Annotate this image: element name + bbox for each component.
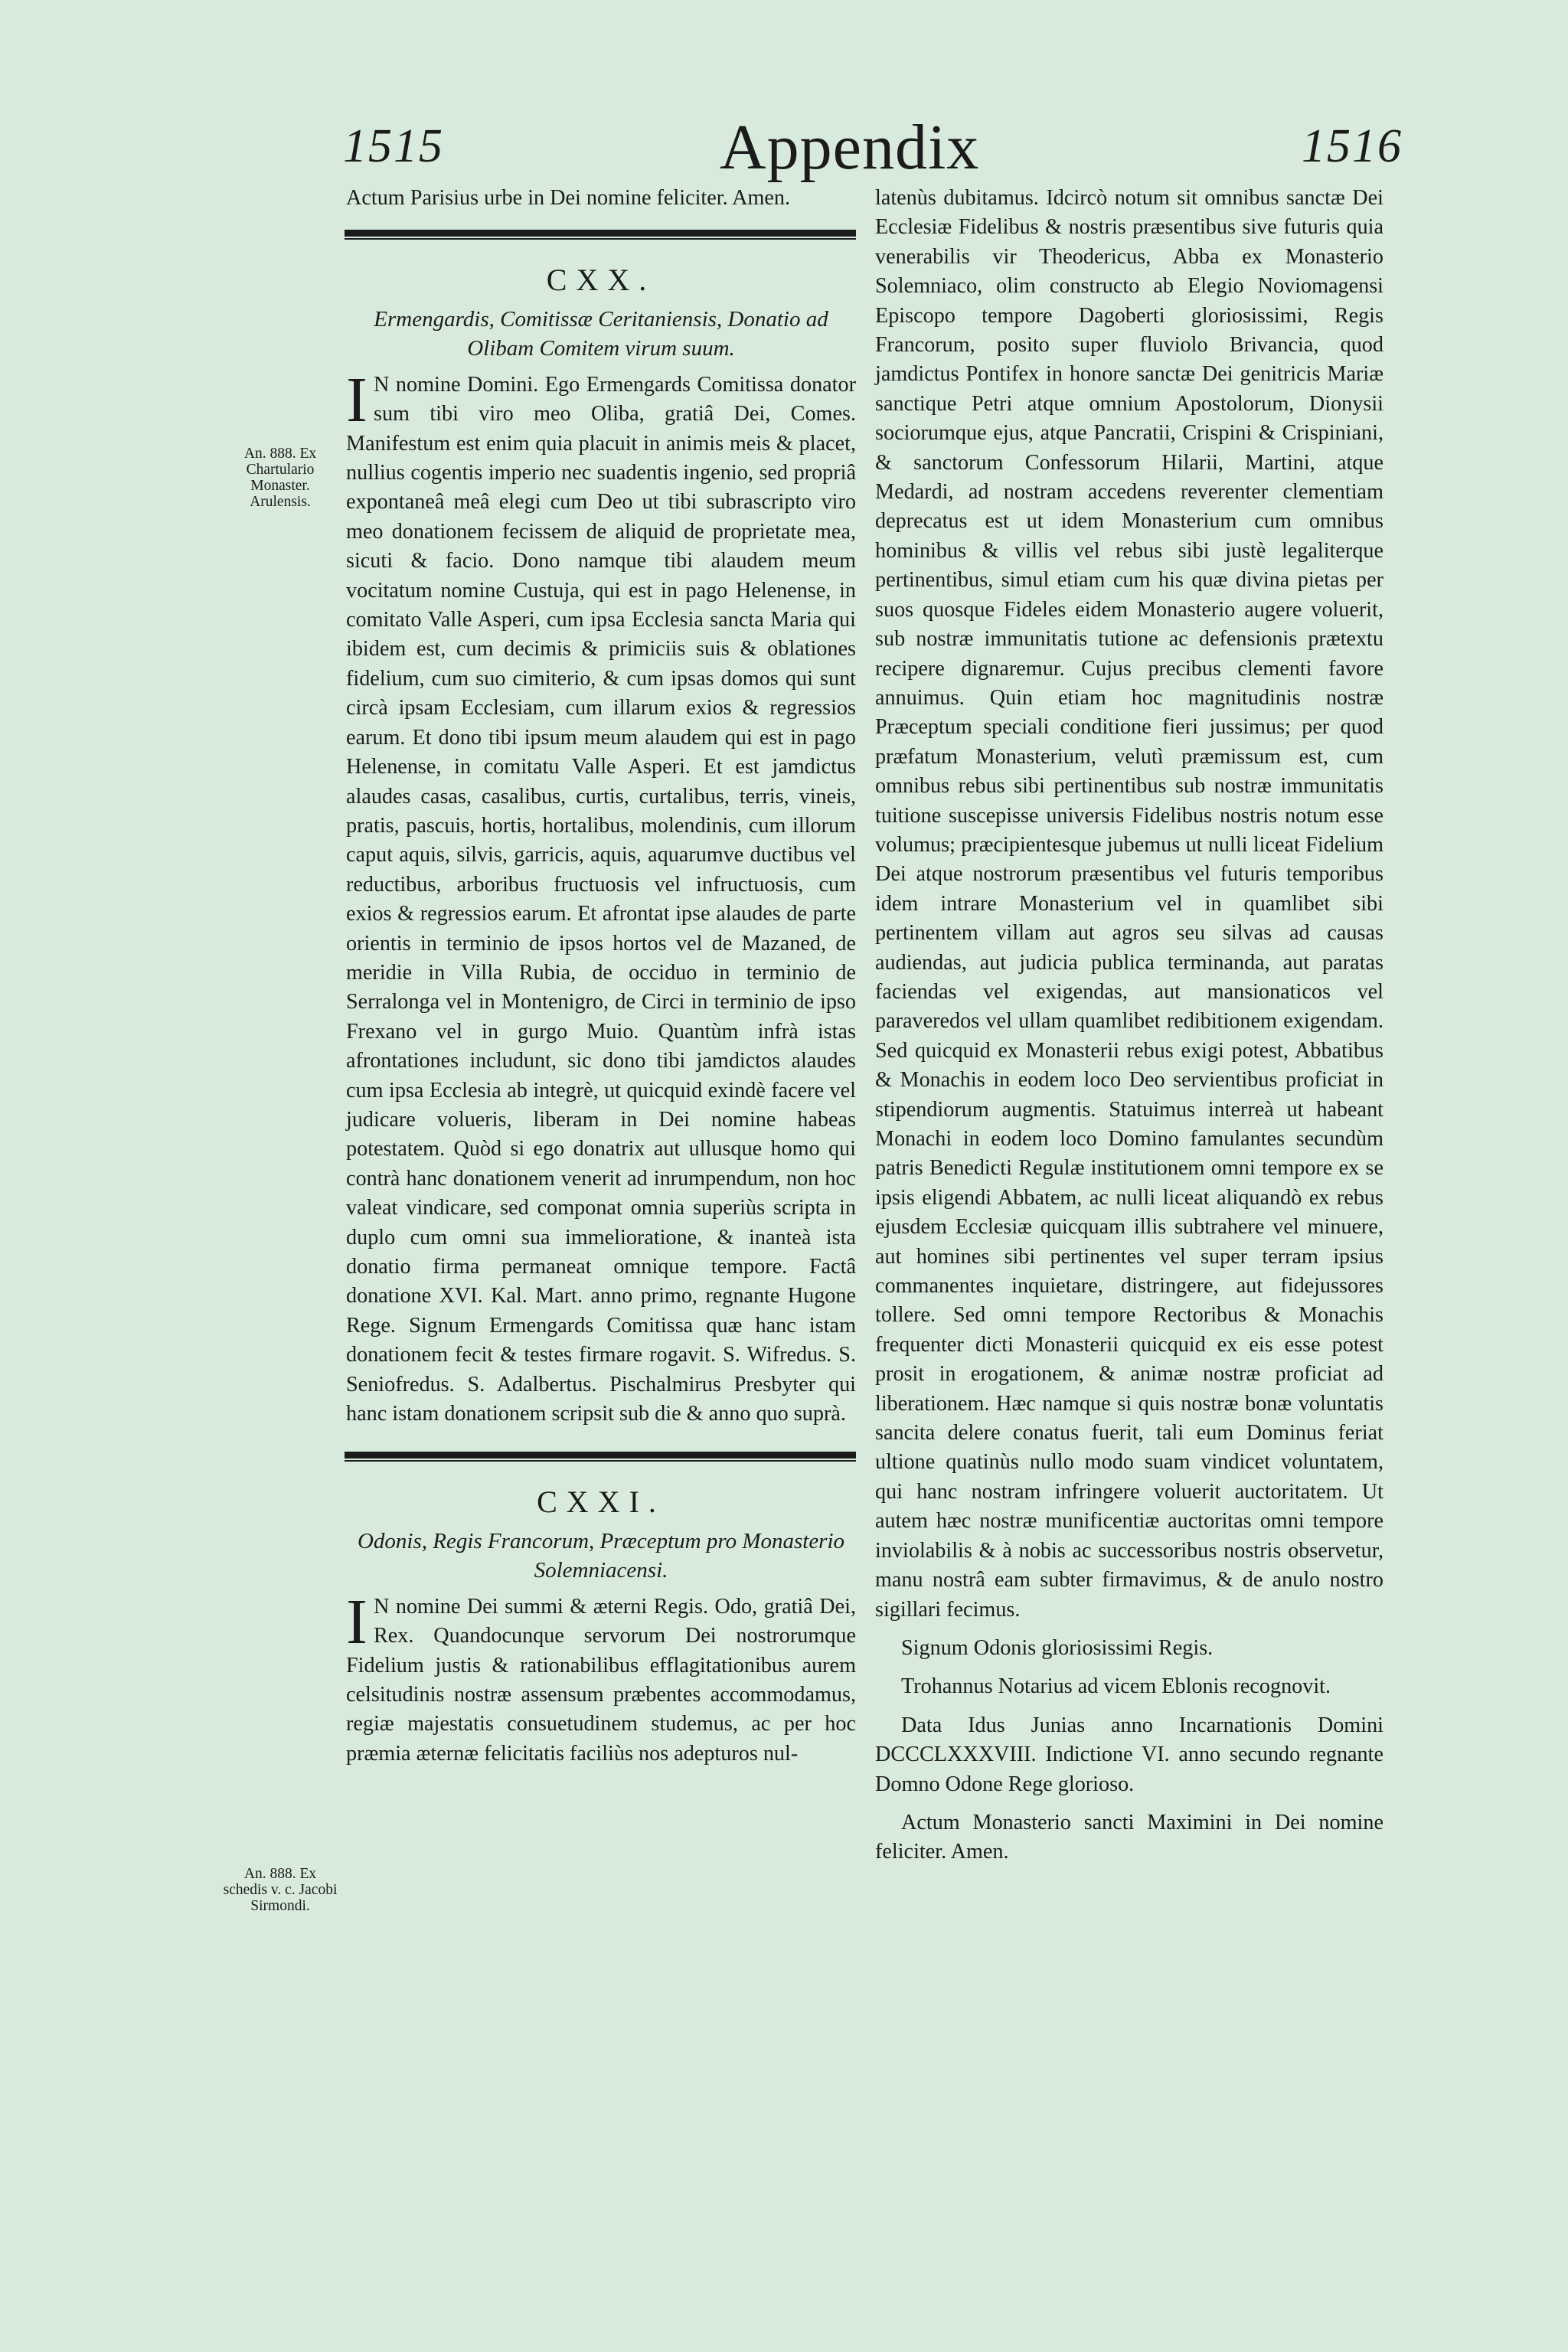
actum-line: Actum Monasterio sancti Maximini in Dei nomine feliciter. Amen.	[875, 1810, 1383, 1864]
date-line: Data Idus Junias anno Incarnationis Domini DCCCLXXXVIII. Indictione VI. anno secundo regnante Domno Odone Rege glorioso.	[875, 1713, 1383, 1796]
signum-line: Signum Odonis gloriosissimi Regis.	[901, 1635, 1214, 1660]
document-body	[346, 364, 856, 1429]
page-header	[0, 112, 1568, 191]
document-text: N nomine Domini. Ego Ermengards Comitissa donator sum tibi viro meo Oliba, gratiâ Dei, Comes. Manifestum est enim quia placuit in animis meis & placet, nullius cogentis imperio nec suadentis ingenio, sed propriâ expontaneâ meâ elegi cum Deo ut tibi subrascripto viro meo donationem fecissem de aliquid de proprietate mea, sicuti & facio. Dono namque tibi alaudem meum vocitatum nomine Custuja, qui est in pago Helenense, in comitato Valle Asperi, cum ipsa Ecclesia sancta Maria qui ibidem est, cum decimis & primiciis suis & oblationes fidelium, cum suo cimiterio, & cum ipsas domos qui sunt circà ipsam Ecclesiam, cum illarum exios & regressios earum. Et dono tibi ipsum meum alaudem qui est in pago Helenense, in comitatu Valle Asperi. Et est jamdictus alaudes casas, casalibus, curtis, curtalibus, terris, vineis, pratis, pascuis, hortis, hortalibus, molendinis, cum illorum caput aquis, silvis, garricis, aquis, aquarumve ductibus vel reductibus, arboribus fructuosis vel infructuosis, cum exios & regressios earum. Et afrontat ipse alaudes de parte orientis in terminio de ipsos hortos vel de Mazaned, de meridie in Villa Rubia, de occiduo in terminio de Serralonga vel in Montenigro, de Circi in terminio de ipso Frexano vel in gurgo Muio. Quantùm infrà istas afrontationes includunt, sic dono tibi jamdictos alaudes cum ipsa Ecclesia ab integrè, ut quicquid exindè facere vel judicare volueris, liberam in Dei nomine habeas potestatem. Quòd si ego donatrix aut ullusque homo qui contrà hanc donationem venerit ad inrumpendum, non hoc valeat vindicare, sed componat omnia superiùs scripta in duplo cum omni sua immelioratione, & inanteà ista donatio firma permaneat omnique tempore. Factâ donatione XVI. Kal. Mart. anno primo, regnante Hugone Rege. Signum Ermengards Comitissa quæ hanc istam donationem fecit & testes firmare rogavit. S. Wifredus. S. Seniofredus. S. Adalbertus. Pischalmirus Presbyter qui hanc istam donationem scripsit sub die & anno quo suprà.	[346, 372, 856, 1426]
document-body	[346, 1586, 856, 1769]
margin-note-2: An. 888. Ex schedis v. c. Jacobi Sirmondi.	[223, 1866, 338, 1914]
drop-cap: I	[346, 1586, 368, 1658]
notary-line: Trohannus Notarius ad vicem Eblonis recognovit.	[901, 1674, 1331, 1699]
document-title: Ermengardis, Comitissæ Ceritaniensis, Donatio ad Olibam Comitem virum suum.	[374, 306, 828, 361]
document-number: CXXI.	[537, 1485, 665, 1520]
drop-cap: I	[346, 364, 368, 436]
page-number-right: 1516	[1302, 120, 1403, 172]
closing-previous: Actum Parisius urbe in Dei nomine feliciter. Amen.	[346, 186, 791, 210]
running-title: Appendix	[720, 112, 980, 183]
section-divider	[345, 1452, 856, 1462]
document-text-continued: latenùs dubitamus. Idcircò notum sit omnibus sanctæ Dei Ecclesiæ Fidelibus & nostris præsentibus sive futuris quia venerabilis vir Theodericus, Abba ex Monasterio Solemniaco, olim constructo ab Elegio Noviomagensi Episcopo tempore Dagoberti gloriosissimi, Regis Francorum, posito super fluviolo Brivancia, quod jamdictus Pontifex in honore sanctæ Dei genitricis Mariæ sanctique Petri atque omnium Apostolorum, Dionysii sociorumque ejus, atque Pancratii, Crispini & Crispiniani, & sanctorum Confessorum Hilarii, Martini, atque Medardi, ad nostram accedens reverenter clementiam deprecatus est ut idem Monasterium cum omnibus hominibus & villis vel rebus sibi justè legaliterque pertinentibus, simul etiam cum his quæ divina pietas per suos quosque Fideles eidem Monasterio augere voluerit, sub nostræ immunitatis tutione ac defensionis prætextu recipere dignaremur. Cujus precibus clementi favore annuimus. Quin etiam hoc magnitudinis nostræ Præceptum speciali conditione fieri jussimus; per quod præfatum Monasterium, velutì præmissum est, cum omnibus rebus sibi pertinentibus sub nostræ immunitatis tuitione suscepisse universis Fidelibus nostris notum esse volumus; præcipientesque jubemus ut nulli liceat Fidelium Dei atque nostrorum præsentibus vel futuris temporibus idem intrare Monasterium vel in quamlibet sibi pertinentem villam aut agros seu silvas ad causas audiendas, aut judicia publica terminanda, aut paratas faciendas vel exigendas, aut mansionaticos vel paraveredos vel ullam quamlibet redibitionem exigendam. Sed quicquid ex Monasterii rebus exigi potest, Abbatibus & Monachis in eodem loco Deo servientibus proficiat in stipendiorum augmentis. Statuimus interreà ut habeant Monachi in eodem loco Domino famulantes secundùm patris Benedicti Regulæ institutionem omni tempore ex se ipsis eligendi Abbatem, ac nulli liceat aliquandò ex rebus ejusdem Ecclesiæ quicquam illis subtrahere vel minuere, aut homines sibi pertinentes vel super terram ipsius commanentes inquietare, distringere, aut fidejussores tollere. Sed omni tempore Rectoribus & Monachis frequenter dicti Monasterii quicquid ex eis esse potest prosit in erogationem, & animæ nostræ proficiat ad liberationem. Hæc namque si quis nostræ bonæ voluntatis sancita delere conatus fuerit, tali eum Dominus feriat ultione quatinùs nullo modo suam vindicet voluntatem, qui hanc nostram infringere voluerit auctoritatem. Ut autem hæc nostræ munificentiæ auctoritas omni tempore inviolabilis & à nobis ac successoribus nostris observetur, manu nostrâ eam subter firmavimus, & de anulo nostro sigillari fecimus.	[875, 186, 1383, 1622]
document-text: N nomine Dei summi & æterni Regis. Odo, gratiâ Dei, Rex. Quandocunque servorum Dei nostrorumque Fidelium justis & rationabilibus efflagitationibus aurem celsitudinis nostræ assensum præbentes accommodamus, regiæ majestatis consuetudinem studemus, ac per hoc præmia æternæ felicitatis faciliùs nos adepturos nul-	[346, 1594, 856, 1766]
section-divider	[345, 230, 856, 240]
margin-note-1: An. 888. Ex Chartulario Monaster. Arulensis.	[243, 446, 317, 510]
left-column	[346, 184, 856, 1769]
document-title: Odonis, Regis Francorum, Præceptum pro Monasterio Solemniacensi.	[357, 1528, 845, 1583]
page-number-left: 1515	[343, 120, 444, 172]
right-column	[875, 184, 1383, 1867]
document-number: CXX.	[546, 263, 656, 298]
